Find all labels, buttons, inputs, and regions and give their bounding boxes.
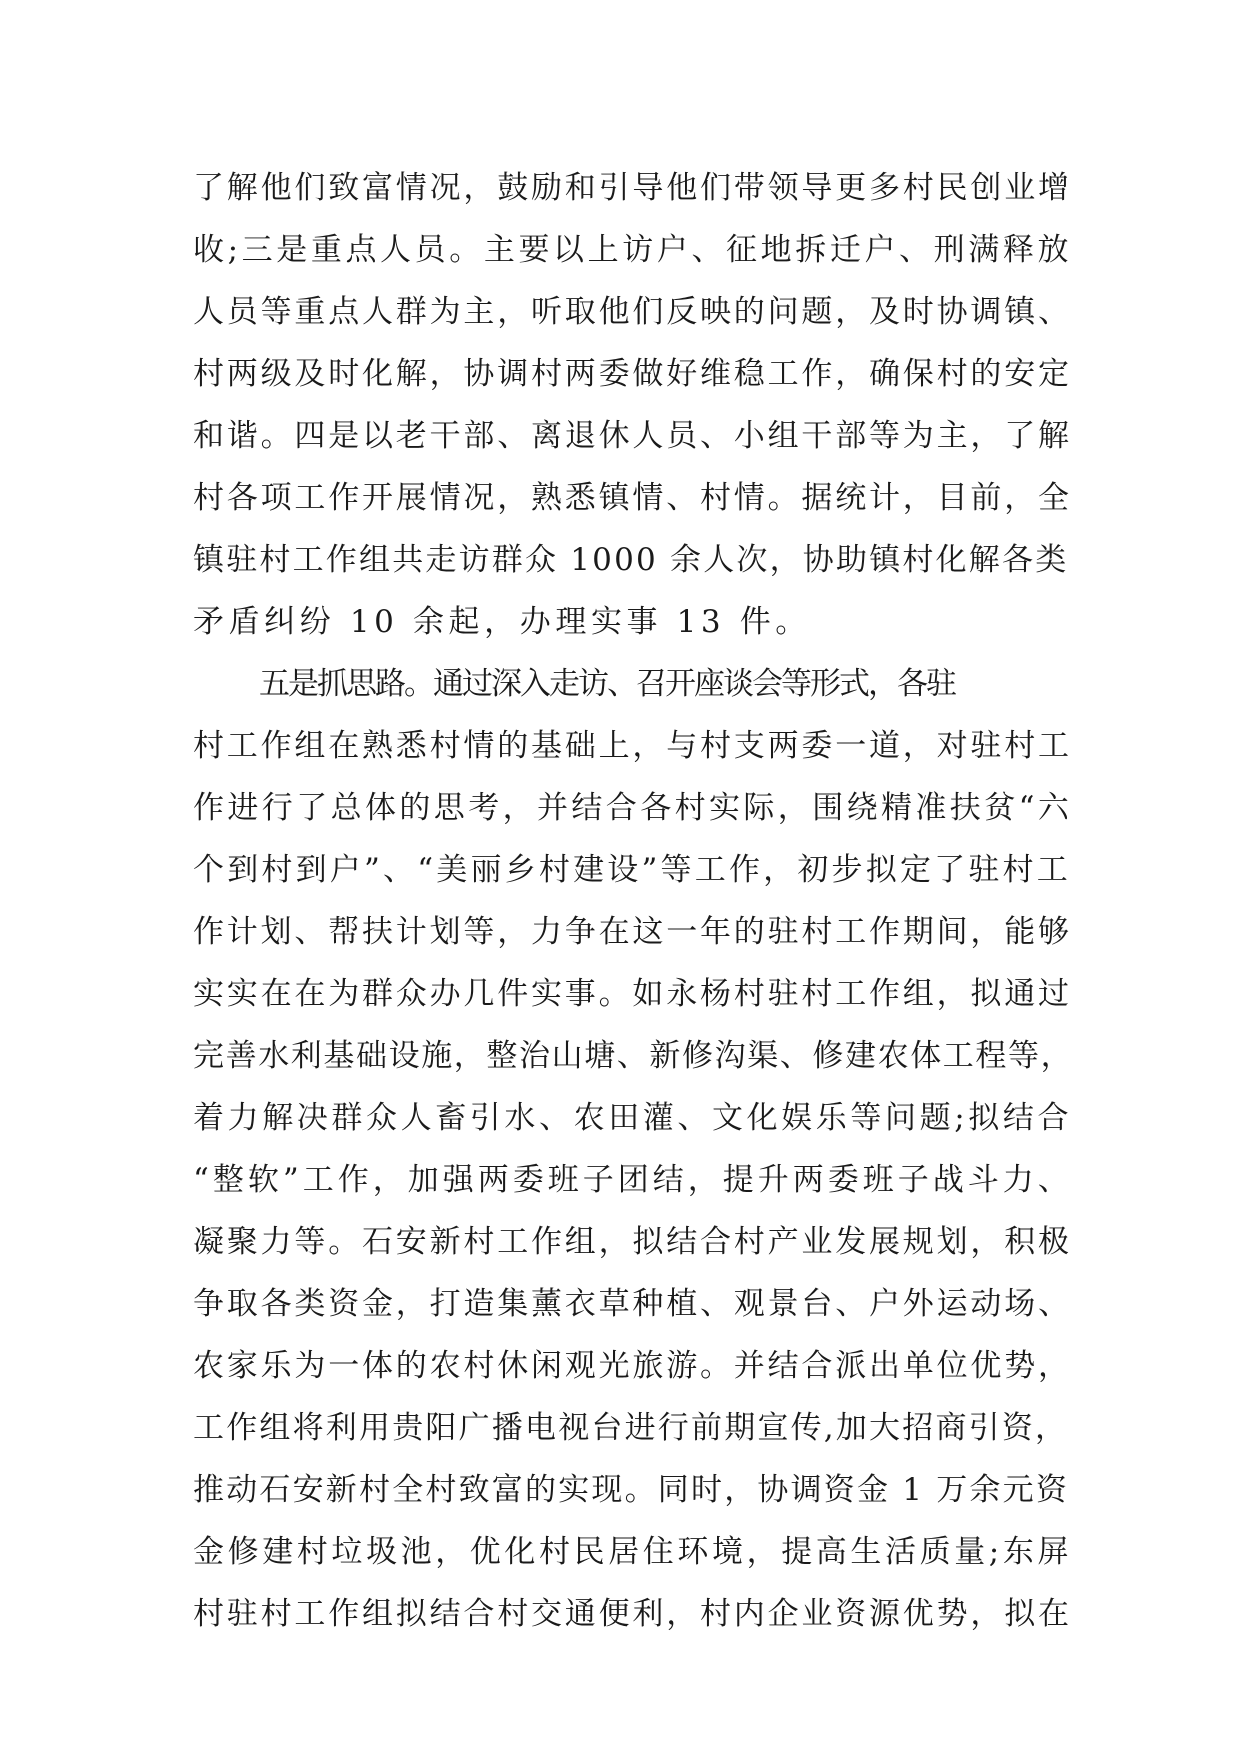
text-line: 作进行了总体的思考，并结合各村实际，围绕精准扶贫“六	[193, 790, 1073, 826]
text-line: 村驻村工作组拟结合村交通便利，村内企业资源优势，拟在	[193, 1596, 1072, 1632]
text-line: 了解他们致富情况，鼓励和引导他们带领导更多村民创业增	[193, 170, 1072, 206]
text-line: 矛盾纠纷 10 余起，办理实事 13 件。	[193, 604, 811, 640]
text-line: 村工作组在熟悉村情的基础上，与村支两委一道，对驻村工	[193, 728, 1072, 764]
text-line: 农家乐为一体的农村休闲观光旅游。并结合派出单位优势，	[193, 1348, 1072, 1384]
text-line: 着力解决群众人畜引水、农田灌、文化娱乐等问题;拟结合	[193, 1100, 1073, 1136]
text-line: 作计划、帮扶计划等，力争在这一年的驻村工作期间，能够	[193, 914, 1072, 950]
text-line: 工作组将利用贵阳广播电视台进行前期宣传,加大招商引资，	[193, 1410, 1069, 1446]
text-line: 凝聚力等。石安新村工作组，拟结合村产业发展规划，积极	[193, 1224, 1072, 1260]
text-line: “整软”工作，加强两委班子团结，提升两委班子战斗力、	[193, 1162, 1073, 1198]
text-line: 人员等重点人群为主，听取他们反映的问题，及时协调镇、	[193, 294, 1072, 330]
text-line: 镇驻村工作组共走访群众 1000 余人次，协助镇村化解各类	[193, 542, 1069, 578]
text-line: 争取各类资金，打造集薰衣草种植、观景台、户外运动场、	[193, 1286, 1072, 1322]
text-line: 实实在在为群众办几件实事。如永杨村驻村工作组，拟通过	[193, 976, 1072, 1012]
text-line: 完善水利基础设施，整治山塘、新修沟渠、修建农体工程等，	[193, 1038, 1074, 1074]
text-line: 个到村到户”、“美丽乡村建设”等工作，初步拟定了驻村工	[193, 852, 1071, 888]
text-line: 村两级及时化解，协调村两委做好维稳工作，确保村的安定	[193, 356, 1072, 392]
paragraph-first-line: 五是抓思路。通过深入走访、召开座谈会等形式，各驻	[259, 666, 955, 702]
text-line: 和谐。四是以老干部、离退休人员、小组干部等为主，了解	[193, 418, 1072, 454]
text-line: 金修建村垃圾池，优化村民居住环境，提高生活质量;东屏	[193, 1534, 1073, 1570]
text-line: 推动石安新村全村致富的实现。同时，协调资金 1 万余元资	[193, 1472, 1070, 1508]
body-text	[193, 157, 1073, 1645]
text-line: 村各项工作开展情况，熟悉镇情、村情。据统计，目前，全	[193, 480, 1072, 516]
text-line: 收;三是重点人员。主要以上访户、征地拆迁户、刑满释放	[193, 232, 1073, 268]
